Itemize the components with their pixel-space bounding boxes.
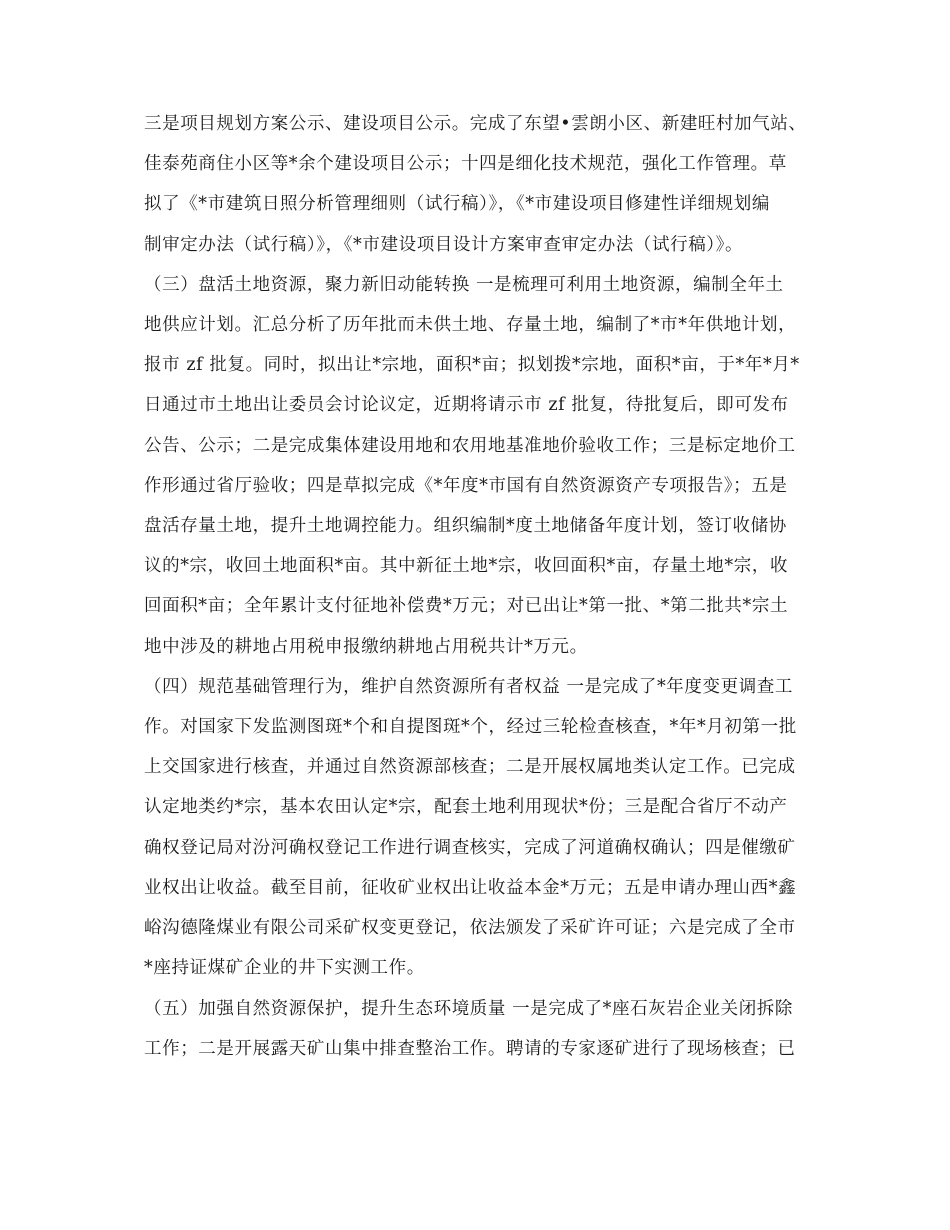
text-line: 公告、公示；二是完成集体建设用地和农用地基准地价验收工作；三是标定地价工 — [144, 436, 796, 456]
text-line: （三）盘活土地资源，聚力新旧动能转换 一是梳理可利用土地资源，编制全年土 — [144, 275, 784, 295]
text-line: 三是项目规划方案公示、建设项目公示。完成了东望•雲朗小区、新建旺村加气站、 — [144, 114, 807, 134]
text-line: （四）规范基础管理行为，维护自然资源所有者权益 一是完成了*年度变更调查工 — [144, 677, 794, 697]
text-line: 制审定办法（试行稿）》，《*市建设项目设计方案审查审定办法（试行稿）》。 — [144, 235, 744, 255]
text-line: 盘活存量土地，提升土地调控能力。组织编制*度土地储备年度计划，签订收储协 — [144, 516, 787, 536]
text-line: 议的*宗，收回土地面积*亩。其中新征土地*宗，收回面积*亩，存量土地*宗，收 — [144, 556, 789, 576]
text-line: 上交国家进行核查，并通过自然资源部核查；二是开展权属地类认定工作。已完成 — [144, 757, 796, 777]
text-line: 业权出让收益。截至目前，征收矿业权出让收益本金*万元；五是申请办理山西*鑫 — [144, 878, 797, 898]
text-line: （五）加强自然资源保护，提升生态环境质量 一是完成了*座石灰岩企业关闭拆除 — [144, 999, 794, 1019]
text-line: 地供应计划。汇总分析了历年批而未供土地、存量土地，编制了*市*年供地计划， — [144, 315, 797, 335]
text-line: 佳泰苑商住小区等*余个建设项目公示；十四是细化技术规范，强化工作管理。草 — [144, 154, 787, 174]
text-line: 报市 zf 批复。同时，拟出让*宗地，面积*亩；拟划拨*宗地，面积*亩，于*年*月* — [144, 355, 800, 375]
text-line: 日通过市土地出让委员会讨论议定，近期将请示市 zf 批复，待批复后，即可发布 — [144, 395, 789, 415]
text-line: 作。对国家下发监测图斑*个和自提图斑*个，经过三轮检查核查，*年*月初第一批 — [144, 717, 797, 737]
text-line: 峪沟德隆煤业有限公司采矿权变更登记，依法颁发了采矿许可证；六是完成了全市 — [144, 918, 796, 938]
text-line: 确权登记局对汾河确权登记工作进行调查核实，完成了河道确权确认；四是催缴矿 — [144, 838, 796, 858]
text-line: 拟了《*市建筑日照分析管理细则（试行稿）》，《*市建设项目修建性详细规划编 — [144, 194, 770, 214]
text-line: 工作；二是开展露天矿山集中排查整治工作。聘请的专家逐矿进行了现场核查；已 — [144, 1039, 796, 1059]
text-line: 地中涉及的耕地占用税申报缴纳耕地占用税共计*万元。 — [144, 637, 588, 657]
text-line: *座持证煤矿企业的井下实测工作。 — [144, 958, 425, 978]
text-line: 认定地类约*宗，基本农田认定*宗，配套土地利用现状*份；三是配合省厅不动产 — [144, 797, 788, 817]
text-line: 回面积*亩；全年累计支付征地补偿费*万元；对已出让*第一批、*第二批共*宗土 — [144, 596, 789, 616]
text-line: 作形通过省厅验收；四是草拟完成《*年度*市国有自然资源资产专项报告》；五是 — [144, 476, 788, 496]
